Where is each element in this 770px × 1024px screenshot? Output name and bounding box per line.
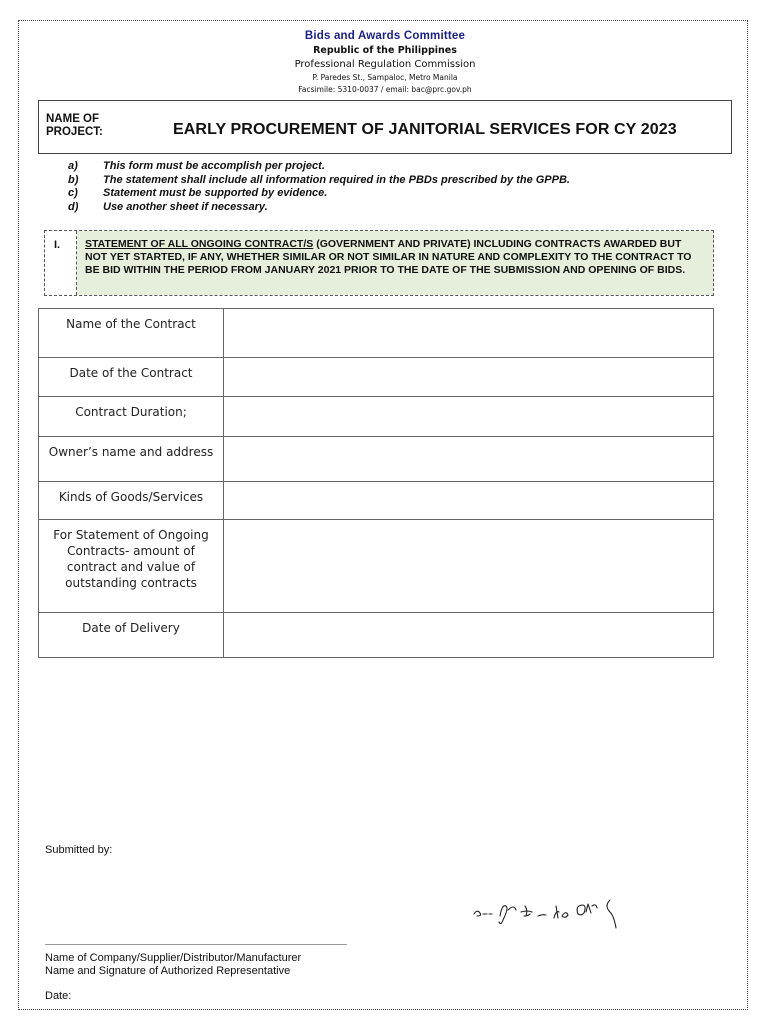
- row-value-cell[interactable]: [224, 613, 714, 658]
- table-row: [39, 358, 714, 397]
- row-label: Owner’s name and address: [39, 437, 224, 482]
- instruction-text: The statement shall include all information required in the PBDs prescribed by the GPPB.: [103, 173, 570, 186]
- instruction-text: Statement must be supported by evidence.: [103, 187, 328, 199]
- row-value-cell[interactable]: [224, 520, 714, 613]
- row-value-cell[interactable]: [224, 309, 714, 358]
- commission-line: Professional Regulation Commission: [294, 59, 476, 70]
- instruction-item: [68, 174, 570, 188]
- project-title: EARLY PROCUREMENT OF JANITORIAL SERVICES FOR CY 2023: [173, 121, 677, 138]
- project-label: [46, 113, 136, 139]
- row-label: Date of Delivery: [39, 613, 224, 658]
- table-row: [39, 397, 714, 437]
- section-heading-box: [44, 230, 714, 296]
- instruction-text: This form must be accomplish per project.: [103, 160, 325, 172]
- instruction-letter: c): [68, 187, 78, 199]
- table-row: [39, 613, 714, 658]
- signature-image: [470, 892, 640, 936]
- org-name: Bids and Awards Committee: [304, 30, 466, 42]
- section-heading-rest: (GOVERNMENT AND PRIVATE) INCLUDING CONTRACTS AWARDED BUT NOT YET STARTED, IF ANY, WHETHER SIMILAR OR NOT SIMILAR IN NATURE AND COMPLEXITY TO THE CONTRACT TO BE BID WITHIN THE PERIOD FROM JANUARY 2021 PRIOR TO THE DATE OF THE SUBMISSION AND OPENING OF BIDS.: [85, 238, 692, 276]
- instruction-text: Use another sheet if necessary.: [103, 200, 268, 213]
- republic-line: Republic of the Philippines: [313, 45, 457, 56]
- row-label: Date of the Contract: [39, 358, 224, 397]
- instructions-list: [68, 160, 570, 214]
- project-box: [38, 100, 732, 154]
- row-value-cell[interactable]: [224, 397, 714, 437]
- instruction-item: [68, 160, 570, 174]
- instruction-letter: b): [68, 173, 79, 186]
- project-label-line2: PROJECT:: [46, 126, 103, 138]
- row-value-cell[interactable]: [224, 358, 714, 397]
- row-label: Contract Duration;: [39, 397, 224, 437]
- table-row: [39, 437, 714, 482]
- row-value-cell[interactable]: [224, 482, 714, 520]
- date-label: Date:: [45, 990, 72, 1002]
- row-label: Kinds of Goods/Services: [39, 482, 224, 520]
- section-heading: [77, 231, 713, 295]
- instruction-letter: d): [68, 200, 79, 213]
- section-number: I.: [45, 231, 77, 295]
- letterhead: [0, 30, 770, 94]
- address-line: P. Paredes St., Sampaloc, Metro Manila: [312, 73, 458, 82]
- table-row: [39, 309, 714, 358]
- row-label: For Statement of Ongoing Contracts- amount of contract and value of outstanding contracts: [39, 520, 224, 613]
- submitted-by-label: Submitted by:: [45, 844, 113, 856]
- instruction-item: [68, 201, 570, 215]
- row-label: Name of the Contract: [39, 309, 224, 358]
- row-value-cell[interactable]: [224, 437, 714, 482]
- company-label: Name of Company/Supplier/Distributor/Manufacturer: [45, 952, 302, 964]
- contact-line: Facsimile: 5310-0037 / email: bac@prc.gov.ph: [298, 85, 472, 94]
- section-heading-underlined: STATEMENT OF ALL ONGOING CONTRACT/S: [85, 238, 314, 250]
- project-label-line1: NAME OF: [46, 113, 100, 125]
- table-row: [39, 520, 714, 613]
- representative-label: Name and Signature of Authorized Representative: [45, 965, 291, 977]
- contract-table: [38, 308, 714, 658]
- instruction-item: [68, 187, 570, 201]
- instruction-letter: a): [68, 160, 78, 172]
- table-row: [39, 482, 714, 520]
- signature-line: [45, 944, 347, 945]
